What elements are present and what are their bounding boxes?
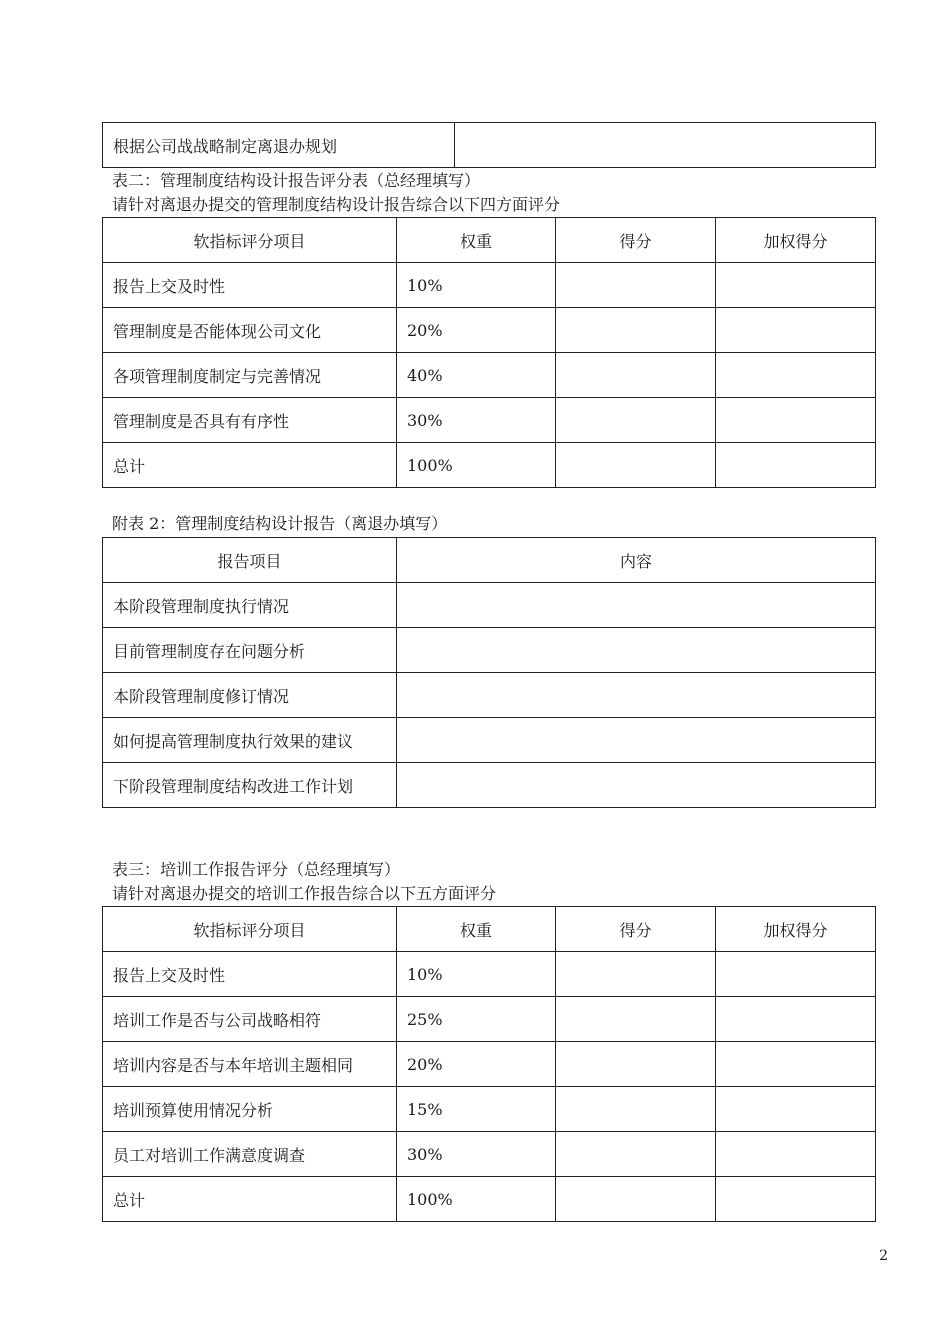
item-cell: 如何提高管理制度执行效果的建议 [103,718,397,763]
item-cell: 培训内容是否与本年培训主题相同 [103,1042,397,1087]
content-cell [397,718,876,763]
weight-cell: 100% [397,443,556,488]
header-cell: 得分 [556,907,716,952]
weighted-score-cell [716,353,876,398]
top-table [102,122,876,168]
table-row [103,1132,876,1177]
score-cell [556,308,716,353]
table-row [103,583,876,628]
header-cell: 软指标评分项目 [103,907,397,952]
table-row [103,443,876,488]
score-cell [556,443,716,488]
weighted-score-cell [716,997,876,1042]
item-cell: 管理制度是否能体现公司文化 [103,308,397,353]
table3-instruction: 请针对离退办提交的培训工作报告综合以下五方面评分 [112,884,497,903]
weighted-score-cell [716,1042,876,1087]
table-row [103,263,876,308]
score-cell [556,997,716,1042]
table-header-row [103,218,876,263]
table2-instruction: 请针对离退办提交的管理制度结构设计报告综合以下四方面评分 [112,195,561,214]
table-row [103,628,876,673]
table-cell [455,123,876,168]
header-cell: 权重 [397,907,556,952]
table-row [103,997,876,1042]
header-cell: 得分 [556,218,716,263]
table-row [103,123,876,168]
table3 [102,906,876,1222]
header-cell: 加权得分 [716,907,876,952]
score-cell [556,1132,716,1177]
weight-cell: 10% [397,263,556,308]
score-cell [556,1087,716,1132]
table3-caption: 表三：培训工作报告评分（总经理填写） [112,860,401,879]
weight-cell: 100% [397,1177,556,1222]
weighted-score-cell [716,952,876,997]
score-cell [556,952,716,997]
content-cell [397,763,876,808]
item-cell: 报告上交及时性 [103,263,397,308]
table-row [103,673,876,718]
item-cell: 报告上交及时性 [103,952,397,997]
weight-cell: 15% [397,1087,556,1132]
appendix2-caption: 附表 2：管理制度结构设计报告（离退办填写） [112,514,448,533]
table-cell: 根据公司战战略制定离退办规划 [103,123,455,168]
content-cell [397,628,876,673]
weighted-score-cell [716,1132,876,1177]
item-cell: 培训工作是否与公司战略相符 [103,997,397,1042]
weight-cell: 20% [397,1042,556,1087]
table2 [102,217,876,488]
table-row [103,1177,876,1222]
score-cell [556,353,716,398]
item-cell: 总计 [103,443,397,488]
weighted-score-cell [716,308,876,353]
item-cell: 培训预算使用情况分析 [103,1087,397,1132]
weight-cell: 30% [397,1132,556,1177]
score-cell [556,398,716,443]
table-row [103,1042,876,1087]
header-cell: 报告项目 [103,538,397,583]
item-cell: 下阶段管理制度结构改进工作计划 [103,763,397,808]
table-row [103,308,876,353]
weighted-score-cell [716,443,876,488]
header-cell: 内容 [397,538,876,583]
header-cell: 权重 [397,218,556,263]
weight-cell: 30% [397,398,556,443]
item-cell: 管理制度是否具有有序性 [103,398,397,443]
score-cell [556,263,716,308]
table-row [103,718,876,763]
weight-cell: 10% [397,952,556,997]
header-cell: 加权得分 [716,218,876,263]
weight-cell: 25% [397,997,556,1042]
item-cell: 本阶段管理制度执行情况 [103,583,397,628]
page-number: 2 [879,1248,888,1264]
table-row [103,353,876,398]
weighted-score-cell [716,1087,876,1132]
score-cell [556,1042,716,1087]
weight-cell: 20% [397,308,556,353]
table-row [103,763,876,808]
item-cell: 本阶段管理制度修订情况 [103,673,397,718]
weighted-score-cell [716,398,876,443]
weighted-score-cell [716,1177,876,1222]
table-row [103,1087,876,1132]
item-cell: 员工对培训工作满意度调查 [103,1132,397,1177]
table-row [103,952,876,997]
header-cell: 软指标评分项目 [103,218,397,263]
item-cell: 各项管理制度制定与完善情况 [103,353,397,398]
content-cell [397,583,876,628]
table-row [103,398,876,443]
score-cell [556,1177,716,1222]
appendix2-table [102,537,876,808]
table-header-row [103,907,876,952]
table-header-row [103,538,876,583]
content-cell [397,673,876,718]
item-cell: 目前管理制度存在问题分析 [103,628,397,673]
weighted-score-cell [716,263,876,308]
table2-caption: 表二：管理制度结构设计报告评分表（总经理填写） [112,171,481,190]
weight-cell: 40% [397,353,556,398]
item-cell: 总计 [103,1177,397,1222]
